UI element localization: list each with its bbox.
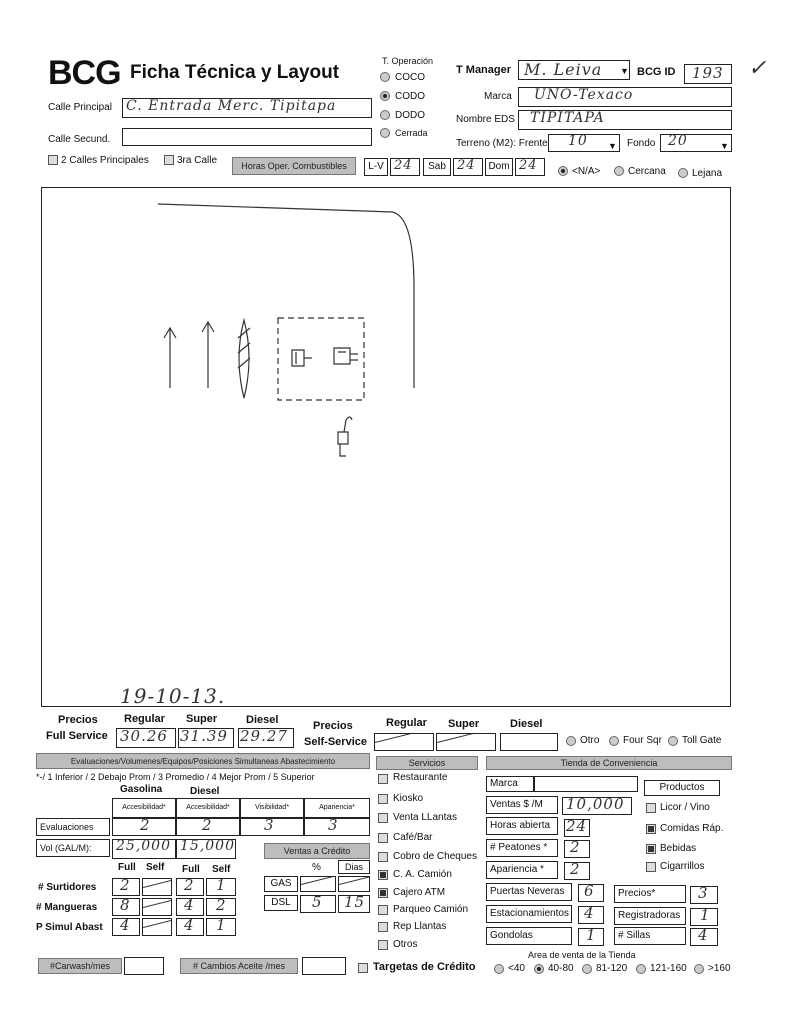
servicio-cajero-atm-checkbox[interactable] bbox=[378, 888, 388, 898]
registradoras-label: Registradoras bbox=[614, 907, 686, 925]
servicio-rep-llantas-label: Rep Llantas bbox=[393, 921, 447, 932]
servicios-button[interactable]: Servicios bbox=[376, 756, 478, 770]
surtidores-self-dsl: 1 bbox=[216, 876, 227, 894]
peatones-label: # Peatones * bbox=[486, 839, 558, 857]
precio-self-regular-field[interactable] bbox=[374, 733, 434, 751]
equipos-full-dsl-header: Full bbox=[182, 864, 200, 875]
radio-otro-label: Otro bbox=[580, 735, 600, 746]
neveras-value: 6 bbox=[584, 882, 595, 900]
registradoras-value: 1 bbox=[700, 906, 711, 924]
radio-area-81-120[interactable] bbox=[582, 964, 592, 974]
surtidores-label: # Surtidores bbox=[38, 882, 97, 893]
servicio-parqueo-camion-checkbox[interactable] bbox=[378, 905, 388, 915]
precios-self-label-2: Self-Service bbox=[304, 736, 367, 748]
credito-pct-header: % bbox=[312, 862, 321, 873]
radio-na-label: <N/A> bbox=[572, 166, 601, 177]
page-title: Ficha Técnica y Layout bbox=[130, 62, 340, 83]
carwash-field[interactable] bbox=[124, 957, 164, 975]
layout-sketch bbox=[42, 188, 732, 708]
productos-label: Productos bbox=[644, 780, 720, 796]
eval-header-acc-gas: Accesibilidad* bbox=[112, 798, 176, 818]
radio-area-lt40-label: <40 bbox=[508, 963, 525, 974]
radio-area-gt160-label: >160 bbox=[708, 963, 731, 974]
precio-self-super-field[interactable] bbox=[436, 733, 496, 751]
eval-header-apariencia: Apariencia* bbox=[304, 798, 370, 818]
dos-calles-label: 2 Calles Principales bbox=[61, 155, 149, 166]
tercera-calle-checkbox[interactable] bbox=[164, 155, 174, 165]
radio-coco-label: COCO bbox=[395, 72, 425, 83]
bcg-id-label: BCG ID bbox=[637, 66, 676, 78]
servicio-cajero-atm-label: Cajero ATM bbox=[393, 887, 446, 898]
gondolas-value: 1 bbox=[586, 926, 597, 944]
precios-self-col-diesel: Diesel bbox=[510, 718, 543, 730]
dos-calles-checkbox[interactable] bbox=[48, 155, 58, 165]
equipos-self-dsl-header: Self bbox=[212, 864, 231, 875]
producto-comidas-checkbox[interactable] bbox=[646, 824, 656, 834]
frente-value: 10 bbox=[568, 133, 588, 149]
marca-label: Marca bbox=[484, 91, 512, 102]
servicio-cafe-bar-checkbox[interactable] bbox=[378, 833, 388, 843]
simul-self-dsl: 1 bbox=[216, 916, 227, 934]
precios-tienda-label: Precios* bbox=[614, 885, 686, 903]
radio-toll-gate[interactable] bbox=[668, 736, 678, 746]
radio-cercana-label: Cercana bbox=[628, 166, 666, 177]
simul-full-dsl: 4 bbox=[184, 916, 195, 934]
horas-oper-button[interactable]: Horas Oper. Combustibles bbox=[232, 157, 356, 175]
operacion-label: T. Operación bbox=[382, 56, 434, 66]
radio-cercana[interactable] bbox=[614, 166, 624, 176]
eval-header-acc-dsl: Accesibilidad* bbox=[176, 798, 240, 818]
credito-gas-dias-field[interactable] bbox=[338, 876, 370, 892]
check-mark-icon: ✓ bbox=[748, 56, 768, 81]
tienda-marca-label: Marca bbox=[486, 776, 534, 792]
radio-cerrada[interactable] bbox=[380, 128, 390, 138]
credito-dsl-label: DSL bbox=[264, 895, 298, 911]
estacionamientos-value: 4 bbox=[584, 904, 595, 922]
producto-licor-checkbox[interactable] bbox=[646, 803, 656, 813]
precios-full-col-regular: Regular bbox=[124, 713, 165, 725]
peatones-value: 2 bbox=[570, 838, 581, 856]
eval-header-visibilidad: Visibilidad* bbox=[240, 798, 304, 818]
cambios-aceite-field[interactable] bbox=[302, 957, 346, 975]
equipos-full-gas-header: Full bbox=[118, 862, 136, 873]
credito-gas-label: GAS bbox=[264, 876, 298, 892]
credito-dias-header: Dias bbox=[338, 860, 370, 874]
lv-label-box: L-V bbox=[364, 158, 388, 176]
radio-otro[interactable] bbox=[566, 736, 576, 746]
servicio-venta-llantas-label: Venta LLantas bbox=[393, 812, 457, 823]
precios-full-label-1: Precios bbox=[58, 714, 98, 726]
apariencia-tienda-value: 2 bbox=[570, 860, 581, 878]
ventas-credito-button[interactable]: Ventas a Crédito bbox=[264, 843, 370, 859]
radio-toll-gate-label: Toll Gate bbox=[682, 735, 722, 746]
evaluaciones-scale: *-/ 1 Inferior / 2 Debajo Prom / 3 Promedio / 4 Mejor Prom / 5 Superior bbox=[36, 772, 315, 782]
gasolina-header: Gasolina bbox=[120, 784, 163, 795]
layout-canvas[interactable] bbox=[41, 187, 731, 707]
eval-row-label: Evaluaciones bbox=[36, 818, 110, 836]
fondo-label: Fondo bbox=[627, 138, 656, 149]
radio-lejana[interactable] bbox=[678, 168, 688, 178]
radio-lejana-label: Lejana bbox=[692, 168, 723, 179]
horas-abierta-value: 24 bbox=[566, 817, 588, 835]
horas-abierta-label: Horas abierta bbox=[486, 817, 558, 835]
tienda-marca-field[interactable] bbox=[534, 776, 638, 792]
dom-value: 24 bbox=[519, 158, 538, 173]
tercera-calle-label: 3ra Calle bbox=[177, 155, 218, 166]
sab-label-box: Sab bbox=[423, 158, 451, 176]
terreno-label: Terreno (M2): Frente bbox=[456, 138, 548, 149]
servicio-rep-llantas-checkbox[interactable] bbox=[378, 922, 388, 932]
evaluaciones-button[interactable]: Evaluaciones/Volumenes/Equipos/Posiciones Simultaneas Abastecimiento bbox=[36, 753, 370, 769]
producto-bebidas-label: Bebidas bbox=[660, 843, 697, 854]
apariencia-tienda-label: Apariencia * bbox=[486, 861, 558, 879]
radio-cerrada-label: Cerrada bbox=[395, 128, 428, 138]
diesel-header: Diesel bbox=[190, 786, 220, 797]
precio-full-regular: 30.26 bbox=[120, 727, 168, 745]
servicio-kiosko-checkbox[interactable] bbox=[378, 794, 388, 804]
servicio-ca-camion-label: C. A. Camión bbox=[393, 869, 452, 880]
manager-value: M. Leiva bbox=[524, 60, 603, 79]
precios-self-label-1: Precios bbox=[313, 720, 353, 732]
calle-secund-label: Calle Secund. bbox=[48, 134, 111, 145]
gondolas-label: Gondolas bbox=[486, 927, 572, 945]
radio-area-81-120-label: 81-120 bbox=[596, 963, 628, 974]
precios-self-col-regular: Regular bbox=[386, 717, 427, 729]
producto-cigarrillos-checkbox[interactable] bbox=[646, 862, 656, 872]
dom-label-box: Dom bbox=[485, 158, 513, 176]
precio-full-super: 31.39 bbox=[180, 727, 228, 745]
mangueras-self-dsl: 2 bbox=[216, 896, 227, 914]
radio-area-40-80[interactable] bbox=[534, 964, 544, 974]
precios-full-col-super: Super bbox=[186, 713, 218, 725]
credito-gas-pct-field[interactable] bbox=[300, 876, 336, 892]
fondo-value: 20 bbox=[668, 133, 688, 149]
servicio-cobro-cheques-label: Cobro de Cheques bbox=[393, 851, 477, 862]
calle-secund-field[interactable] bbox=[122, 128, 372, 146]
servicio-ca-camion-checkbox[interactable] bbox=[378, 870, 388, 880]
layout-date: 19-10-13. bbox=[120, 684, 226, 708]
mangueras-full-dsl: 4 bbox=[184, 896, 195, 914]
radio-coco[interactable] bbox=[380, 72, 390, 82]
vol-diesel: 15,000 bbox=[180, 838, 235, 854]
marca-value: UNO-Texaco bbox=[534, 87, 634, 103]
sillas-label: # Sillas bbox=[614, 927, 686, 945]
simul-abast-label: P Simul Abast bbox=[36, 922, 103, 933]
mangueras-full-gas: 8 bbox=[120, 896, 131, 914]
radio-codo[interactable] bbox=[380, 91, 390, 101]
servicio-cobro-cheques-checkbox[interactable] bbox=[378, 852, 388, 862]
estacionamientos-label: Estacionamientos bbox=[486, 905, 572, 923]
radio-area-121-160-label: 121-160 bbox=[650, 963, 687, 974]
equipos-self-gas-header: Self bbox=[146, 862, 165, 873]
neveras-label: Puertas Neveras bbox=[486, 883, 572, 901]
bcg-logo: BCG bbox=[48, 54, 121, 92]
servicio-kiosko-label: Kiosko bbox=[393, 793, 424, 804]
area-venta-label: Area de venta de la Tienda bbox=[528, 950, 636, 960]
vol-label: Vol (GAL/M): bbox=[36, 839, 110, 857]
radio-area-40-80-label: 40-80 bbox=[548, 963, 574, 974]
radio-dodo[interactable] bbox=[380, 110, 390, 120]
producto-comidas-label: Comidas Ráp. bbox=[660, 823, 724, 834]
precios-full-label-2: Full Service bbox=[46, 730, 108, 742]
sab-value: 24 bbox=[457, 158, 476, 173]
nombre-eds-value: TIPITAPA bbox=[530, 110, 605, 126]
credito-dsl-pct: 5 bbox=[312, 893, 323, 911]
fondo-dropdown-icon[interactable]: ▼ bbox=[720, 141, 729, 151]
precios-tienda-value: 3 bbox=[698, 884, 709, 902]
vol-gasolina: 25,000 bbox=[116, 838, 171, 854]
servicio-cafe-bar-label: Café/Bar bbox=[393, 832, 433, 843]
tarjetas-credito-checkbox[interactable] bbox=[358, 963, 368, 973]
surtidores-full-gas: 2 bbox=[120, 876, 131, 894]
radio-four-sqr[interactable] bbox=[609, 736, 619, 746]
simul-full-gas: 4 bbox=[120, 916, 131, 934]
manager-label: T Manager bbox=[456, 64, 512, 76]
radio-four-sqr-label: Four Sqr bbox=[623, 735, 662, 746]
producto-cigarrillos-label: Cigarrillos bbox=[660, 861, 705, 872]
calle-principal-value: C. Entrada Merc. Tipitapa bbox=[126, 98, 337, 114]
servicio-otros-label: Otros bbox=[393, 939, 418, 950]
servicio-otros-checkbox[interactable] bbox=[378, 940, 388, 950]
precio-self-diesel-field[interactable] bbox=[500, 733, 558, 751]
mangueras-label: # Mangueras bbox=[36, 902, 98, 913]
ventas-label: Ventas $ /M bbox=[486, 796, 558, 814]
eval-acc-dsl: 2 bbox=[202, 816, 213, 834]
bcg-id-value: 193 bbox=[692, 64, 724, 82]
radio-area-gt160[interactable] bbox=[694, 964, 704, 974]
eval-visibilidad: 3 bbox=[264, 816, 275, 834]
lv-value: 24 bbox=[394, 158, 413, 173]
producto-bebidas-checkbox[interactable] bbox=[646, 844, 656, 854]
servicio-venta-llantas-checkbox[interactable] bbox=[378, 813, 388, 823]
servicio-parqueo-camion-label: Parqueo Camión bbox=[393, 904, 469, 915]
tienda-button[interactable]: Tienda de Conveniencia bbox=[486, 756, 732, 770]
eval-acc-gas: 2 bbox=[140, 816, 151, 834]
producto-licor-label: Licor / Vino bbox=[660, 802, 710, 813]
nombre-eds-label: Nombre EDS bbox=[456, 114, 515, 125]
cambios-aceite-button[interactable]: # Cambios Aceite /mes bbox=[180, 958, 298, 974]
ventas-value: 10,000 bbox=[566, 795, 625, 813]
frente-dropdown-icon[interactable]: ▼ bbox=[608, 141, 617, 151]
sillas-value: 4 bbox=[698, 926, 709, 944]
mangueras-self-gas-field[interactable] bbox=[142, 898, 172, 916]
radio-area-lt40[interactable] bbox=[494, 964, 504, 974]
tarjetas-credito-label: Targetas de Crédito bbox=[373, 961, 476, 973]
carwash-button[interactable]: #Carwash/mes bbox=[38, 958, 122, 974]
servicio-restaurante-checkbox[interactable] bbox=[378, 774, 388, 784]
precios-full-col-diesel: Diesel bbox=[246, 714, 279, 726]
eval-apariencia: 3 bbox=[328, 816, 339, 834]
credito-dsl-dias: 15 bbox=[344, 893, 366, 911]
surtidores-full-dsl: 2 bbox=[184, 876, 195, 894]
precios-self-col-super: Super bbox=[448, 718, 480, 730]
servicio-restaurante-label: Restaurante bbox=[393, 772, 448, 783]
calle-principal-label: Calle Principal bbox=[48, 102, 112, 113]
manager-dropdown-icon[interactable]: ▼ bbox=[620, 66, 629, 76]
surtidores-self-gas-field[interactable] bbox=[142, 878, 172, 896]
simul-self-gas-field[interactable] bbox=[142, 918, 172, 936]
radio-codo-label: CODO bbox=[395, 91, 425, 102]
radio-dodo-label: DODO bbox=[395, 110, 425, 121]
radio-na[interactable] bbox=[558, 166, 568, 176]
radio-area-121-160[interactable] bbox=[636, 964, 646, 974]
precio-full-diesel: 29.27 bbox=[240, 727, 288, 745]
